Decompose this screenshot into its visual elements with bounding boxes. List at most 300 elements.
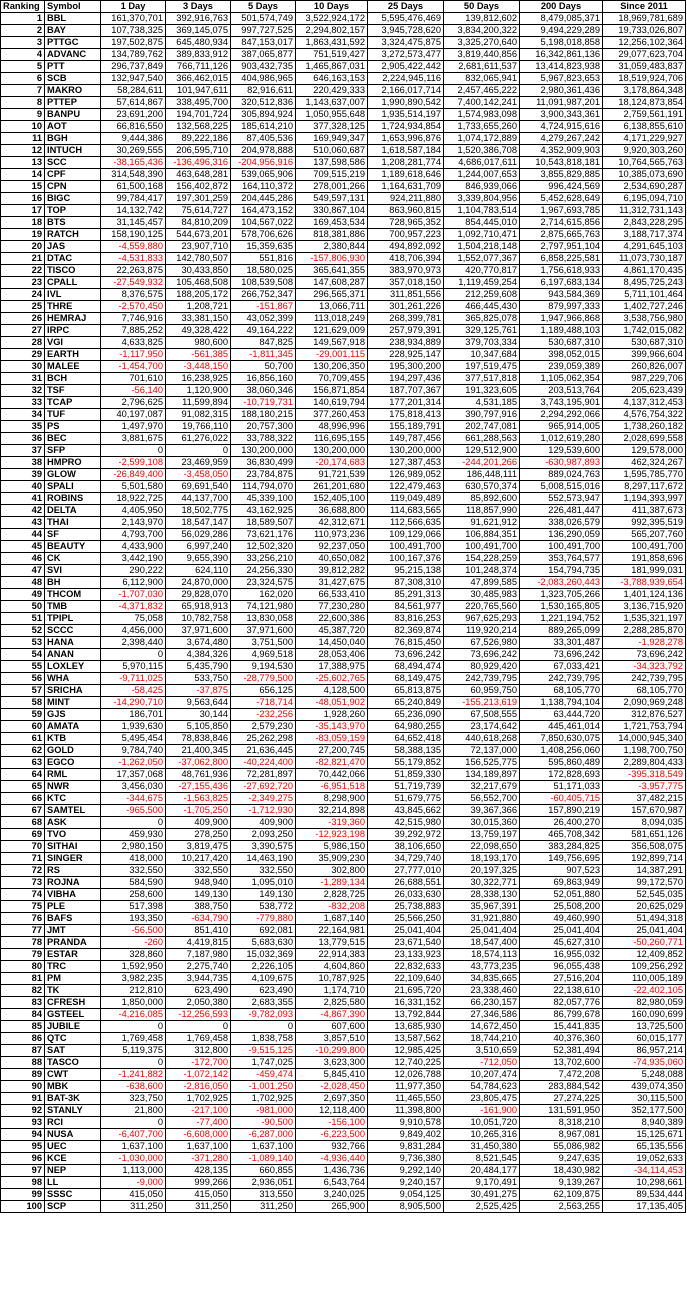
cell-10-days: -12,923,198 [296,829,368,841]
cell-25-days: 700,957,223 [368,229,444,241]
cell-symbol: ASK [45,817,101,829]
cell-25-days: 51,859,330 [368,769,444,781]
cell-ranking: 6 [1,73,45,85]
cell-25-days: 9,736,380 [368,1153,444,1165]
cell-ranking: 20 [1,241,45,253]
cell-since-2011: 5,711,101,464 [603,289,686,301]
cell-since-2011: 9,920,303,260 [603,145,686,157]
cell-ranking: 12 [1,145,45,157]
cell-1-day: 9,784,740 [101,745,166,757]
cell-200-days: 398,052,015 [520,349,603,361]
cell-1-day: -6,407,700 [101,1129,166,1141]
cell-since-2011: 99,172,570 [603,877,686,889]
cell-since-2011: 8,495,725,243 [603,277,686,289]
cell-3-days: 4,384,326 [166,649,231,661]
cell-25-days: 863,960,815 [368,205,444,217]
cell-ranking: 94 [1,1129,45,1141]
cell-50-days: -161,900 [444,1105,520,1117]
cell-1-day: 418,000 [101,853,166,865]
cell-200-days: 1,408,256,060 [520,745,603,757]
cell-5-days: 305,894,924 [231,109,296,121]
cell-5-days: 38,060,346 [231,385,296,397]
cell-1-day: 23,691,200 [101,109,166,121]
cell-ranking: 39 [1,469,45,481]
cell-200-days: 9,247,635 [520,1153,603,1165]
cell-5-days: 2,936,051 [231,1177,296,1189]
cell-ranking: 56 [1,673,45,685]
cell-200-days: 3,855,829,885 [520,169,603,181]
cell-200-days: 25,041,404 [520,925,603,937]
cell-50-days: 27,346,586 [444,1009,520,1021]
cell-10-days: -6,223,500 [296,1129,368,1141]
cell-25-days: 100,167,376 [368,553,444,565]
table-row [1,409,686,421]
cell-10-days: 330,867,104 [296,205,368,217]
cell-ranking: 40 [1,481,45,493]
cell-200-days: 2,563,255 [520,1201,603,1213]
cell-since-2011: 157,670,987 [603,805,686,817]
table-row [1,241,686,253]
cell-25-days: 268,399,781 [368,313,444,325]
cell-25-days: 16,331,152 [368,997,444,1009]
cell-symbol: ESTAR [45,949,101,961]
cell-25-days: 11,465,550 [368,1093,444,1105]
cell-200-days: 7,850,630,075 [520,733,603,745]
cell-ranking: 74 [1,889,45,901]
cell-25-days: 3,945,728,620 [368,25,444,37]
cell-ranking: 49 [1,589,45,601]
cell-200-days: 465,708,342 [520,829,603,841]
cell-3-days: 19,766,110 [166,421,231,433]
cell-symbol: VIBHA [45,889,101,901]
cell-symbol: SSSC [45,1189,101,1201]
cell-symbol: ROJNA [45,877,101,889]
cell-3-days: 338,495,700 [166,97,231,109]
cell-10-days: 42,312,671 [296,517,368,529]
cell-3-days: 311,250 [166,1201,231,1213]
table-row [1,169,686,181]
cell-200-days: 68,105,770 [520,685,603,697]
cell-50-days: 23,805,475 [444,1093,520,1105]
cell-25-days: 13,792,844 [368,1009,444,1021]
cell-200-days: 283,884,542 [520,1081,603,1093]
cell-symbol: HEMRAJ [45,313,101,325]
cell-5-days: 164,473,152 [231,205,296,217]
cell-3-days: 5,105,850 [166,721,231,733]
cell-200-days: 27,516,204 [520,973,603,985]
cell-10-days: 1,465,867,031 [296,61,368,73]
cell-3-days: 197,301,259 [166,193,231,205]
cell-5-days: 114,794,070 [231,481,296,493]
cell-50-days: 4,531,185 [444,397,520,409]
cell-10-days: -157,806,930 [296,253,368,265]
cell-25-days: 195,300,200 [368,361,444,373]
table-row [1,1165,686,1177]
cell-3-days: 84,810,209 [166,217,231,229]
cell-symbol: DELTA [45,505,101,517]
cell-25-days: 55,179,852 [368,757,444,769]
cell-10-days: 66,533,410 [296,589,368,601]
cell-25-days: 11,977,350 [368,1081,444,1093]
header-200-days: 200 Days [520,1,603,13]
cell-3-days: 0 [166,445,231,457]
cell-ranking: 37 [1,445,45,457]
cell-1-day: 1,637,100 [101,1141,166,1153]
cell-5-days: 4,969,518 [231,649,296,661]
cell-25-days: 68,494,474 [368,661,444,673]
cell-3-days: 3,674,480 [166,637,231,649]
cell-50-days: 73,696,242 [444,649,520,661]
cell-since-2011: -74,935,060 [603,1057,686,1069]
cell-5-days: -40,224,400 [231,757,296,769]
cell-10-days: 2,380,844 [296,241,368,253]
cell-1-day: 4,633,825 [101,337,166,349]
cell-ranking: 8 [1,97,45,109]
cell-5-days: 25,262,298 [231,733,296,745]
cell-since-2011: 20,625,029 [603,901,686,913]
cell-3-days: 5,435,790 [166,661,231,673]
cell-since-2011: 1,194,393,997 [603,493,686,505]
cell-ranking: 28 [1,337,45,349]
cell-symbol: STANLY [45,1105,101,1117]
table-row [1,613,686,625]
cell-10-days: 13,779,515 [296,937,368,949]
table-row [1,1201,686,1213]
cell-3-days: -3,448,150 [166,361,231,373]
header-3-days: 3 Days [166,1,231,13]
cell-10-days: 3,522,924,172 [296,13,368,25]
cell-200-days: 3,900,343,361 [520,109,603,121]
cell-50-days: 80,929,420 [444,661,520,673]
cell-200-days: 996,424,569 [520,181,603,193]
cell-5-days: 692,081 [231,925,296,937]
cell-symbol: SRICHA [45,685,101,697]
cell-5-days: 14,463,190 [231,853,296,865]
cell-50-days: 39,367,366 [444,805,520,817]
cell-5-days: 3,390,575 [231,841,296,853]
cell-25-days: 1,618,587,184 [368,145,444,157]
cell-5-days: -459,474 [231,1069,296,1081]
cell-10-days: 1,143,637,007 [296,97,368,109]
cell-symbol: NEP [45,1165,101,1177]
cell-3-days: 206,595,710 [166,145,231,157]
cell-5-days: 847,153,017 [231,37,296,49]
cell-ranking: 58 [1,697,45,709]
cell-200-days: 5,008,515,016 [520,481,603,493]
cell-200-days: 5,452,628,649 [520,193,603,205]
cell-since-2011: 1,742,015,082 [603,325,686,337]
cell-symbol: INTUCH [45,145,101,157]
cell-10-days: -319,360 [296,817,368,829]
cell-25-days: 112,566,635 [368,517,444,529]
cell-1-day: 332,550 [101,865,166,877]
cell-25-days: 238,934,889 [368,337,444,349]
cell-3-days: 23,469,959 [166,457,231,469]
cell-50-days: 32,217,679 [444,781,520,793]
cell-ranking: 53 [1,637,45,649]
cell-symbol: SCB [45,73,101,85]
cell-since-2011: 11,073,730,187 [603,253,686,265]
cell-3-days: 78,838,846 [166,733,231,745]
cell-symbol: MBK [45,1081,101,1093]
table-row [1,985,686,997]
cell-25-days: 194,297,436 [368,373,444,385]
cell-1-day: 7,746,916 [101,313,166,325]
cell-5-days: 1,095,010 [231,877,296,889]
cell-since-2011: -1,928,278 [603,637,686,649]
table-row [1,553,686,565]
cell-1-day: 1,497,970 [101,421,166,433]
cell-10-days: -48,051,902 [296,697,368,709]
cell-ranking: 57 [1,685,45,697]
cell-10-days: 5,845,410 [296,1069,368,1081]
cell-1-day: 3,881,675 [101,433,166,445]
cell-3-days: -37,875 [166,685,231,697]
cell-25-days: 1,208,281,774 [368,157,444,169]
cell-10-days: 4,604,860 [296,961,368,973]
table-row [1,253,686,265]
cell-5-days: 623,490 [231,985,296,997]
cell-since-2011: 4,576,754,322 [603,409,686,421]
cell-symbol: PTT [45,61,101,73]
cell-25-days: 1,724,934,854 [368,121,444,133]
cell-10-days: -82,821,470 [296,757,368,769]
cell-200-days: 239,059,389 [520,361,603,373]
cell-1-day: -56,500 [101,925,166,937]
cell-3-days: 544,673,201 [166,229,231,241]
cell-10-days: 265,900 [296,1201,368,1213]
cell-3-days: -2,816,050 [166,1081,231,1093]
cell-symbol: EGCO [45,757,101,769]
cell-ranking: 44 [1,529,45,541]
cell-3-days: 101,947,611 [166,85,231,97]
cell-ranking: 70 [1,841,45,853]
cell-ranking: 1 [1,13,45,25]
cell-10-days: 27,200,745 [296,745,368,757]
cell-ranking: 2 [1,25,45,37]
cell-ranking: 33 [1,397,45,409]
cell-50-days: 832,065,941 [444,73,520,85]
cell-5-days: 578,706,626 [231,229,296,241]
cell-200-days: 943,584,369 [520,289,603,301]
cell-5-days: 1,702,925 [231,1093,296,1105]
cell-50-days: 20,484,177 [444,1165,520,1177]
cell-50-days: 3,510,659 [444,1045,520,1057]
cell-ranking: 79 [1,949,45,961]
cell-50-days: 156,525,775 [444,757,520,769]
cell-10-days: 70,442,066 [296,769,368,781]
cell-200-days: 595,860,489 [520,757,603,769]
cell-1-day: 6,112,900 [101,577,166,589]
table-row [1,1069,686,1081]
cell-50-days: 242,739,795 [444,673,520,685]
cell-1-day: 99,784,417 [101,193,166,205]
cell-ranking: 62 [1,745,45,757]
cell-ranking: 77 [1,925,45,937]
cell-ranking: 66 [1,793,45,805]
cell-10-days: 28,053,406 [296,649,368,661]
cell-10-days: 36,688,800 [296,505,368,517]
cell-25-days: 12,985,425 [368,1045,444,1057]
cell-3-days: 142,780,507 [166,253,231,265]
cell-1-day: 18,922,725 [101,493,166,505]
header-symbol: Symbol [45,1,101,13]
cell-3-days: 278,250 [166,829,231,841]
cell-3-days: 389,833,912 [166,49,231,61]
cell-1-day: 296,737,849 [101,61,166,73]
cell-symbol: TVO [45,829,101,841]
cell-5-days: -9,515,125 [231,1045,296,1057]
cell-since-2011: 18,124,873,854 [603,97,686,109]
cell-200-days: 62,109,875 [520,1189,603,1201]
cell-5-days: 185,614,210 [231,121,296,133]
cell-1-day: 0 [101,817,166,829]
cell-symbol: THRE [45,301,101,313]
cell-3-days: 392,916,763 [166,13,231,25]
cell-25-days: 43,845,662 [368,805,444,817]
cell-1-day: 5,970,115 [101,661,166,673]
table-row [1,721,686,733]
cell-3-days: 10,782,758 [166,613,231,625]
cell-since-2011: 181,999,031 [603,565,686,577]
cell-10-days: -29,001,115 [296,349,368,361]
cell-since-2011: -34,323,792 [603,661,686,673]
table-row [1,73,686,85]
cell-since-2011: 312,876,527 [603,709,686,721]
cell-10-days: 3,623,300 [296,1057,368,1069]
cell-ranking: 60 [1,721,45,733]
cell-5-days: 997,727,525 [231,25,296,37]
cell-3-days: 851,410 [166,925,231,937]
cell-3-days: 149,130 [166,889,231,901]
cell-ranking: 11 [1,133,45,145]
cell-since-2011: 68,105,770 [603,685,686,697]
cell-10-days: 91,721,539 [296,469,368,481]
cell-10-days: 1,928,260 [296,709,368,721]
cell-1-day: 2,143,970 [101,517,166,529]
cell-1-day: 58,284,611 [101,85,166,97]
table-row [1,1045,686,1057]
cell-3-days: 369,145,075 [166,25,231,37]
cell-1-day: 415,050 [101,1189,166,1201]
cell-5-days: 50,700 [231,361,296,373]
cell-5-days: 204,978,888 [231,145,296,157]
cell-since-2011: 160,090,699 [603,1009,686,1021]
cell-25-days: 2,905,422,442 [368,61,444,73]
cell-1-day: 31,145,457 [101,217,166,229]
cell-25-days: 39,292,972 [368,829,444,841]
cell-ranking: 22 [1,265,45,277]
table-row [1,457,686,469]
cell-symbol: MINT [45,697,101,709]
cell-since-2011: 1,198,700,750 [603,745,686,757]
table-row [1,1117,686,1129]
cell-ranking: 92 [1,1105,45,1117]
cell-symbol: CWT [45,1069,101,1081]
table-row [1,961,686,973]
cell-50-days: 72,137,000 [444,745,520,757]
cell-1-day: 328,860 [101,949,166,961]
cell-5-days: 313,550 [231,1189,296,1201]
cell-25-days: 27,777,010 [368,865,444,877]
cell-since-2011: 14,387,291 [603,865,686,877]
cell-10-days: 377,328,125 [296,121,368,133]
cell-10-days: 110,973,236 [296,529,368,541]
cell-50-days: 106,884,351 [444,529,520,541]
cell-ranking: 82 [1,985,45,997]
cell-5-days: 0 [231,1021,296,1033]
cell-since-2011: 1,401,124,136 [603,589,686,601]
cell-1-day: -260 [101,937,166,949]
cell-1-day: 57,614,867 [101,97,166,109]
cell-200-days: 1,105,062,354 [520,373,603,385]
table-row [1,1057,686,1069]
table-row [1,385,686,397]
cell-50-days: 1,104,783,514 [444,205,520,217]
cell-5-days: 130,200,000 [231,445,296,457]
table-row [1,193,686,205]
cell-5-days: -90,500 [231,1117,296,1129]
cell-10-days: 39,812,282 [296,565,368,577]
cell-25-days: 175,818,413 [368,409,444,421]
cell-25-days: 76,815,450 [368,637,444,649]
cell-3-days: 30,144 [166,709,231,721]
cell-10-days: 1,174,710 [296,985,368,997]
cell-50-days: 60,959,750 [444,685,520,697]
cell-symbol: CK [45,553,101,565]
cell-10-days: 365,641,355 [296,265,368,277]
table-row [1,1021,686,1033]
header-since-2011: Since 2011 [603,1,686,13]
cell-ranking: 69 [1,829,45,841]
cell-3-days: -37,062,800 [166,757,231,769]
cell-10-days: 10,787,925 [296,973,368,985]
cell-50-days: 1,520,386,708 [444,145,520,157]
cell-ranking: 18 [1,217,45,229]
cell-25-days: 119,049,489 [368,493,444,505]
cell-5-days: 164,110,372 [231,181,296,193]
cell-3-days: -3,458,050 [166,469,231,481]
cell-3-days: 766,711,126 [166,61,231,73]
cell-50-days: 3,819,440,856 [444,49,520,61]
cell-1-day: 4,405,950 [101,505,166,517]
cell-200-days: 86,799,678 [520,1009,603,1021]
table-row [1,745,686,757]
cell-25-days: 1,653,996,876 [368,133,444,145]
cell-5-days: 9,194,530 [231,661,296,673]
cell-since-2011: 987,229,706 [603,373,686,385]
cell-5-days: -28,779,500 [231,673,296,685]
cell-10-days: 646,163,153 [296,73,368,85]
cell-5-days: 162,020 [231,589,296,601]
cell-5-days: 72,281,897 [231,769,296,781]
table-row [1,673,686,685]
table-row [1,313,686,325]
cell-5-days: 36,830,499 [231,457,296,469]
cell-ranking: 76 [1,913,45,925]
cell-since-2011: 18,969,781,689 [603,13,686,25]
cell-25-days: 42,515,980 [368,817,444,829]
cell-200-days: 1,323,705,266 [520,589,603,601]
cell-5-days: -10,719,731 [231,397,296,409]
cell-symbol: BANPU [45,109,101,121]
table-row [1,37,686,49]
cell-200-days: 4,352,909,903 [520,145,603,157]
cell-50-days: 25,041,404 [444,925,520,937]
cell-symbol: MAKRO [45,85,101,97]
cell-3-days: -77,400 [166,1117,231,1129]
cell-200-days: 154,794,735 [520,565,603,577]
